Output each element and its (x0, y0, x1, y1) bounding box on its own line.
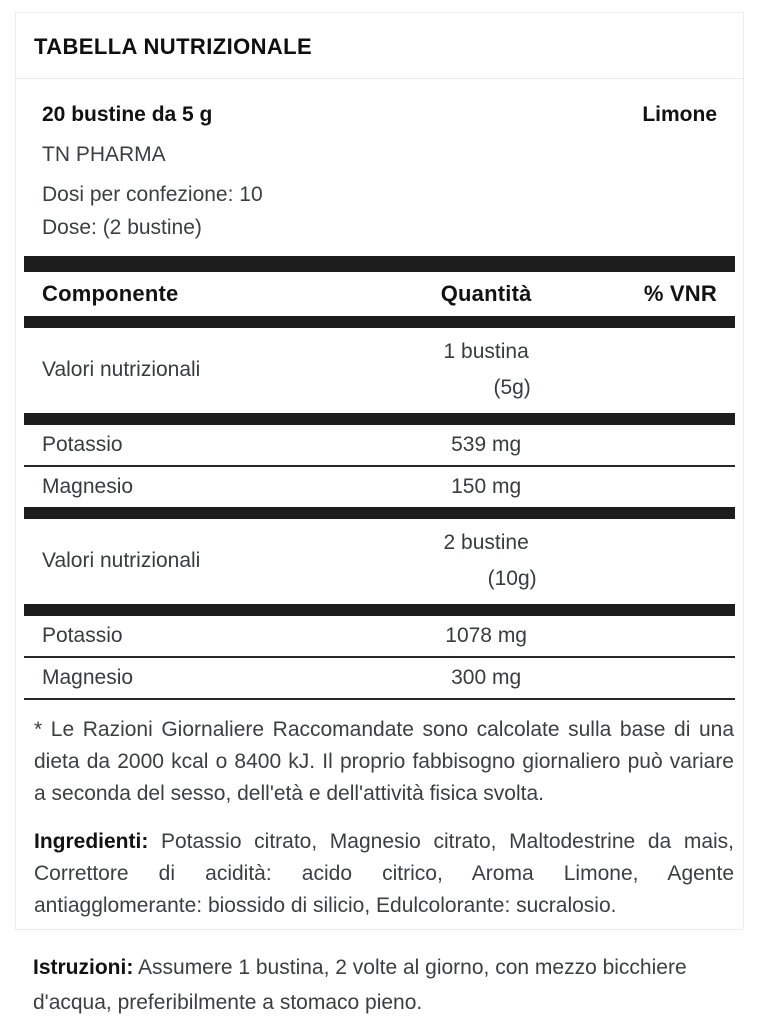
servings-per-pack: Dosi per confezione: 10 (42, 183, 263, 206)
nutrition-card (15, 12, 744, 930)
instructions-label: Istruzioni: (33, 956, 134, 979)
cell-component: Magnesio (42, 666, 134, 689)
cell-quantity (351, 339, 621, 401)
ingredients-text: Potassio citrato, Magnesio citrato, Maltodestrine da mais, Correttore di acidità: acido citrico, Aroma Limone, Agente antiagglomerante: biossido di silicio, Edulcolorante: sucralosio. (34, 830, 734, 917)
table-row (24, 519, 735, 604)
title-bar (16, 13, 743, 79)
cell-component: Valori nutrizionali (42, 358, 201, 381)
cell-component: Magnesio (42, 475, 134, 498)
divider-bar (24, 604, 735, 616)
header-quantity: Quantità (440, 281, 532, 306)
cell-component: Potassio (42, 624, 123, 647)
cell-component: Potassio (42, 433, 123, 456)
instructions-paragraph (33, 950, 739, 1020)
cell-quantity: 539 mg (451, 433, 522, 456)
flavor: Limone (642, 103, 717, 126)
table-row (24, 328, 735, 413)
divider-bar (24, 316, 735, 328)
table-row (24, 425, 735, 465)
pack-size: 20 bustine da 5 g (42, 103, 213, 126)
divider-bar (24, 507, 735, 519)
pack-flavor-row (42, 103, 717, 127)
table-row (24, 658, 735, 698)
table-row (24, 616, 735, 656)
cell-quantity: 150 mg (451, 475, 522, 498)
quantity-sub: (10g) (487, 567, 537, 590)
cell-quantity: 300 mg (451, 666, 522, 689)
nutrition-table (24, 256, 735, 700)
divider-bar (24, 256, 735, 272)
header-component: Componente (42, 281, 179, 306)
quantity-main: 2 bustine (443, 531, 529, 554)
dose: Dose: (2 bustine) (42, 216, 202, 239)
page-title: TABELLA NUTRIZIONALE (34, 34, 313, 59)
brand: TN PHARMA (42, 143, 166, 166)
quantity-sub: (5g) (493, 376, 531, 399)
cell-quantity (351, 530, 621, 592)
table-header-row (24, 272, 735, 316)
cell-component: Valori nutrizionali (42, 549, 201, 572)
row-separator (24, 698, 735, 700)
table-row (24, 467, 735, 507)
instructions-text: Assumere 1 bustina, 2 volte al giorno, con mezzo bicchiere d'acqua, preferibilmente a stomaco pieno. (33, 956, 687, 1014)
vnr-footnote: * Le Razioni Giornaliere Raccomandate sono calcolate sulla base di una dieta da 2000 kcal o 8400 kJ. Il proprio fabbisogno giornaliero può variare a seconda del sesso, dell'età e dell'attività fisica svolta. (34, 718, 734, 805)
cell-quantity: 1078 mg (445, 624, 527, 647)
divider-bar (24, 413, 735, 425)
header-vnr: % VNR (643, 281, 717, 306)
ingredients-label: Ingredienti: (34, 830, 149, 853)
ingredients-paragraph (16, 826, 743, 922)
product-header (16, 79, 743, 256)
quantity-main: 1 bustina (443, 340, 529, 363)
